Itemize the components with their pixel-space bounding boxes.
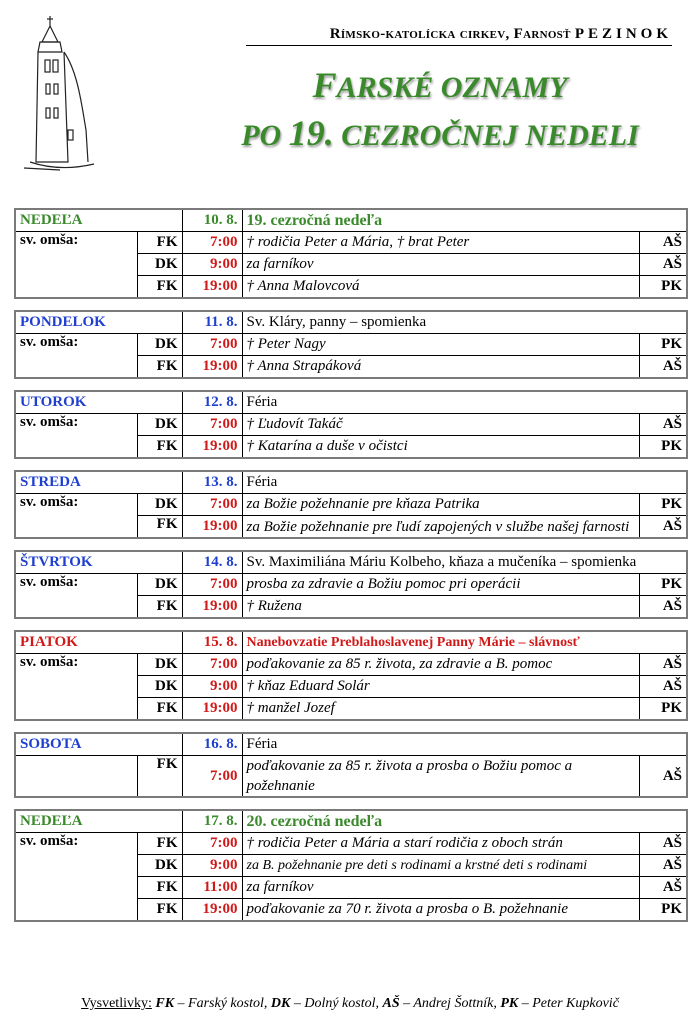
- mass-church: FK: [137, 436, 182, 459]
- mass-priest: PK: [639, 436, 687, 459]
- mass-time: 7:00: [182, 574, 242, 596]
- mass-church: DK: [137, 334, 182, 356]
- mass-priest: PK: [639, 899, 687, 922]
- mass-time: 11:00: [182, 877, 242, 899]
- mass-church: FK: [137, 516, 182, 539]
- day-date: 16. 8.: [182, 733, 242, 756]
- mass-time: 7:00: [182, 654, 242, 676]
- day-header-row: [15, 311, 687, 334]
- mass-intention: † kňaz Eduard Solár: [242, 676, 639, 698]
- mass-row: [15, 414, 687, 436]
- mass-priest: AŠ: [639, 254, 687, 276]
- mass-time: 9:00: [182, 676, 242, 698]
- mass-church: FK: [137, 756, 182, 798]
- mass-church: FK: [137, 232, 182, 254]
- mass-label: sv. omša:: [15, 833, 137, 922]
- mass-intention: za B. požehnanie pre deti s rodinami a krstné deti s rodinami: [242, 855, 639, 877]
- day-name: NEDEĽA: [15, 209, 182, 232]
- day-feast: Sv. Maximiliána Máriu Kolbeho, kňaza a mučeníka – spomienka: [242, 551, 687, 574]
- mass-church: FK: [137, 899, 182, 922]
- day-header-row: [15, 391, 687, 414]
- day-header-row: [15, 631, 687, 654]
- mass-priest: AŠ: [639, 516, 687, 539]
- mass-label: sv. omša:: [15, 494, 137, 539]
- mass-label: sv. omša:: [15, 414, 137, 459]
- mass-time: 7:00: [182, 756, 242, 798]
- page-title-line1: [220, 64, 660, 106]
- title2-part2: CEZROČNEJ NEDELI: [333, 119, 639, 152]
- day-table: [14, 550, 688, 619]
- mass-label: sv. omša:: [15, 334, 137, 379]
- mass-time: 7:00: [182, 414, 242, 436]
- mass-row: [15, 232, 687, 254]
- legend-as-desc: – Andrej Šottník,: [399, 996, 501, 1011]
- mass-intention: za farníkov: [242, 254, 639, 276]
- day-header-row: [15, 810, 687, 833]
- mass-church: FK: [137, 833, 182, 855]
- mass-time: 7:00: [182, 232, 242, 254]
- day-name: SOBOTA: [15, 733, 182, 756]
- mass-priest: AŠ: [639, 855, 687, 877]
- legend-label: Vysvetlivky:: [81, 996, 152, 1011]
- mass-priest: AŠ: [639, 654, 687, 676]
- mass-schedule: [14, 208, 686, 933]
- mass-priest: AŠ: [639, 356, 687, 379]
- mass-intention: za farníkov: [242, 877, 639, 899]
- mass-priest: AŠ: [639, 833, 687, 855]
- day-name: NEDEĽA: [15, 810, 182, 833]
- mass-priest: PK: [639, 276, 687, 299]
- mass-church: FK: [137, 698, 182, 721]
- day-name: ŠTVRTOK: [15, 551, 182, 574]
- day-table: [14, 630, 688, 721]
- mass-church: FK: [137, 276, 182, 299]
- mass-time: 7:00: [182, 833, 242, 855]
- legend-fk: FK: [155, 996, 175, 1011]
- day-name: PIATOK: [15, 631, 182, 654]
- mass-priest: AŠ: [639, 596, 687, 619]
- day-feast: 19. cezročná nedeľa: [242, 209, 687, 232]
- mass-time: 19:00: [182, 899, 242, 922]
- day-feast: Féria: [242, 471, 687, 494]
- mass-label: [15, 756, 137, 798]
- day-table: [14, 310, 688, 379]
- day-date: 15. 8.: [182, 631, 242, 654]
- mass-intention: † Anna Malovcová: [242, 276, 639, 299]
- legend-dk-desc: – Dolný kostol,: [290, 996, 383, 1011]
- mass-priest: PK: [639, 574, 687, 596]
- day-header-row: [15, 733, 687, 756]
- day-feast: Féria: [242, 733, 687, 756]
- title-initial: F: [312, 65, 337, 105]
- day-table: [14, 470, 688, 539]
- day-date: 12. 8.: [182, 391, 242, 414]
- mass-intention: † Ľudovít Takáč: [242, 414, 639, 436]
- mass-row: [15, 334, 687, 356]
- legend-pk: PK: [500, 996, 519, 1011]
- mass-church: FK: [137, 596, 182, 619]
- mass-priest: AŠ: [639, 756, 687, 798]
- mass-label: sv. omša:: [15, 232, 137, 299]
- mass-church: DK: [137, 414, 182, 436]
- mass-priest: PK: [639, 494, 687, 516]
- mass-time: 19:00: [182, 516, 242, 539]
- day-header-row: [15, 209, 687, 232]
- parish-name: Rímsko-katolícka cirkev, Farnosť: [329, 26, 571, 42]
- legend-dk: DK: [270, 996, 291, 1011]
- mass-church: DK: [137, 574, 182, 596]
- mass-intention: † Peter Nagy: [242, 334, 639, 356]
- mass-intention: † rodičia Peter a Mária a starí rodičia z oboch strán: [242, 833, 639, 855]
- title-rest: ARSKÉ OZNAMY: [336, 71, 568, 104]
- mass-priest: PK: [639, 334, 687, 356]
- day-table: [14, 390, 688, 459]
- legend-fk-desc: – Farský kostol,: [174, 996, 271, 1011]
- mass-church: FK: [137, 877, 182, 899]
- mass-time: 9:00: [182, 855, 242, 877]
- mass-church: DK: [137, 494, 182, 516]
- day-feast: Sv. Kláry, panny – spomienka: [242, 311, 687, 334]
- legend: [0, 996, 700, 1012]
- mass-time: 19:00: [182, 356, 242, 379]
- mass-row: [15, 756, 687, 798]
- mass-row: [15, 574, 687, 596]
- mass-priest: AŠ: [639, 877, 687, 899]
- title2-part1: PO: [241, 119, 289, 152]
- mass-intention: † Katarína a duše v očistci: [242, 436, 639, 459]
- mass-row: [15, 833, 687, 855]
- mass-priest: AŠ: [639, 232, 687, 254]
- page-header: [0, 0, 700, 200]
- church-tower-icon: [20, 12, 102, 177]
- page-title-line2: [190, 112, 690, 154]
- mass-intention: † manžel Jozef: [242, 698, 639, 721]
- mass-church: FK: [137, 356, 182, 379]
- mass-time: 19:00: [182, 276, 242, 299]
- day-table: [14, 208, 688, 299]
- mass-time: 19:00: [182, 436, 242, 459]
- mass-intention: poďakovanie za 85 r. života a prosba o Božiu pomoc a požehnanie: [242, 756, 639, 798]
- mass-label: sv. omša:: [15, 574, 137, 619]
- mass-time: 7:00: [182, 334, 242, 356]
- day-name: PONDELOK: [15, 311, 182, 334]
- mass-intention: prosba za zdravie a Božiu pomoc pri operácii: [242, 574, 639, 596]
- day-name: STREDA: [15, 471, 182, 494]
- mass-row: [15, 494, 687, 516]
- mass-time: 19:00: [182, 596, 242, 619]
- mass-priest: PK: [639, 698, 687, 721]
- mass-church: DK: [137, 654, 182, 676]
- parish-line: [246, 26, 672, 46]
- parish-city: PEZINOK: [574, 26, 672, 42]
- day-date: 11. 8.: [182, 311, 242, 334]
- mass-time: 9:00: [182, 254, 242, 276]
- day-date: 10. 8.: [182, 209, 242, 232]
- day-feast: Féria: [242, 391, 687, 414]
- mass-intention: za Božie požehnanie pre ľudí zapojených v službe našej farnosti: [242, 516, 639, 539]
- day-feast: 20. cezročná nedeľa: [242, 810, 687, 833]
- mass-intention: za Božie požehnanie pre kňaza Patrika: [242, 494, 639, 516]
- mass-row: [15, 654, 687, 676]
- mass-intention: † Ružena: [242, 596, 639, 619]
- day-date: 13. 8.: [182, 471, 242, 494]
- legend-pk-desc: – Peter Kupkovič: [518, 996, 619, 1011]
- mass-intention: poďakovanie za 70 r. života a prosba o B. požehnanie: [242, 899, 639, 922]
- day-feast: Nanebovzatie Preblahoslavenej Panny Márie – slávnosť: [242, 631, 687, 654]
- day-header-row: [15, 551, 687, 574]
- mass-priest: AŠ: [639, 676, 687, 698]
- mass-church: DK: [137, 855, 182, 877]
- title2-number: 19.: [288, 113, 334, 153]
- mass-intention: † Anna Strapáková: [242, 356, 639, 379]
- mass-intention: poďakovanie za 85 r. života, za zdravie a B. pomoc: [242, 654, 639, 676]
- mass-church: DK: [137, 676, 182, 698]
- day-date: 14. 8.: [182, 551, 242, 574]
- legend-as: AŠ: [382, 996, 400, 1011]
- day-date: 17. 8.: [182, 810, 242, 833]
- mass-time: 7:00: [182, 494, 242, 516]
- day-name: UTOROK: [15, 391, 182, 414]
- mass-intention: † rodičia Peter a Mária, † brat Peter: [242, 232, 639, 254]
- mass-church: DK: [137, 254, 182, 276]
- mass-priest: AŠ: [639, 414, 687, 436]
- mass-time: 19:00: [182, 698, 242, 721]
- mass-label: sv. omša:: [15, 654, 137, 721]
- day-header-row: [15, 471, 687, 494]
- day-table: [14, 732, 688, 798]
- day-table: [14, 809, 688, 922]
